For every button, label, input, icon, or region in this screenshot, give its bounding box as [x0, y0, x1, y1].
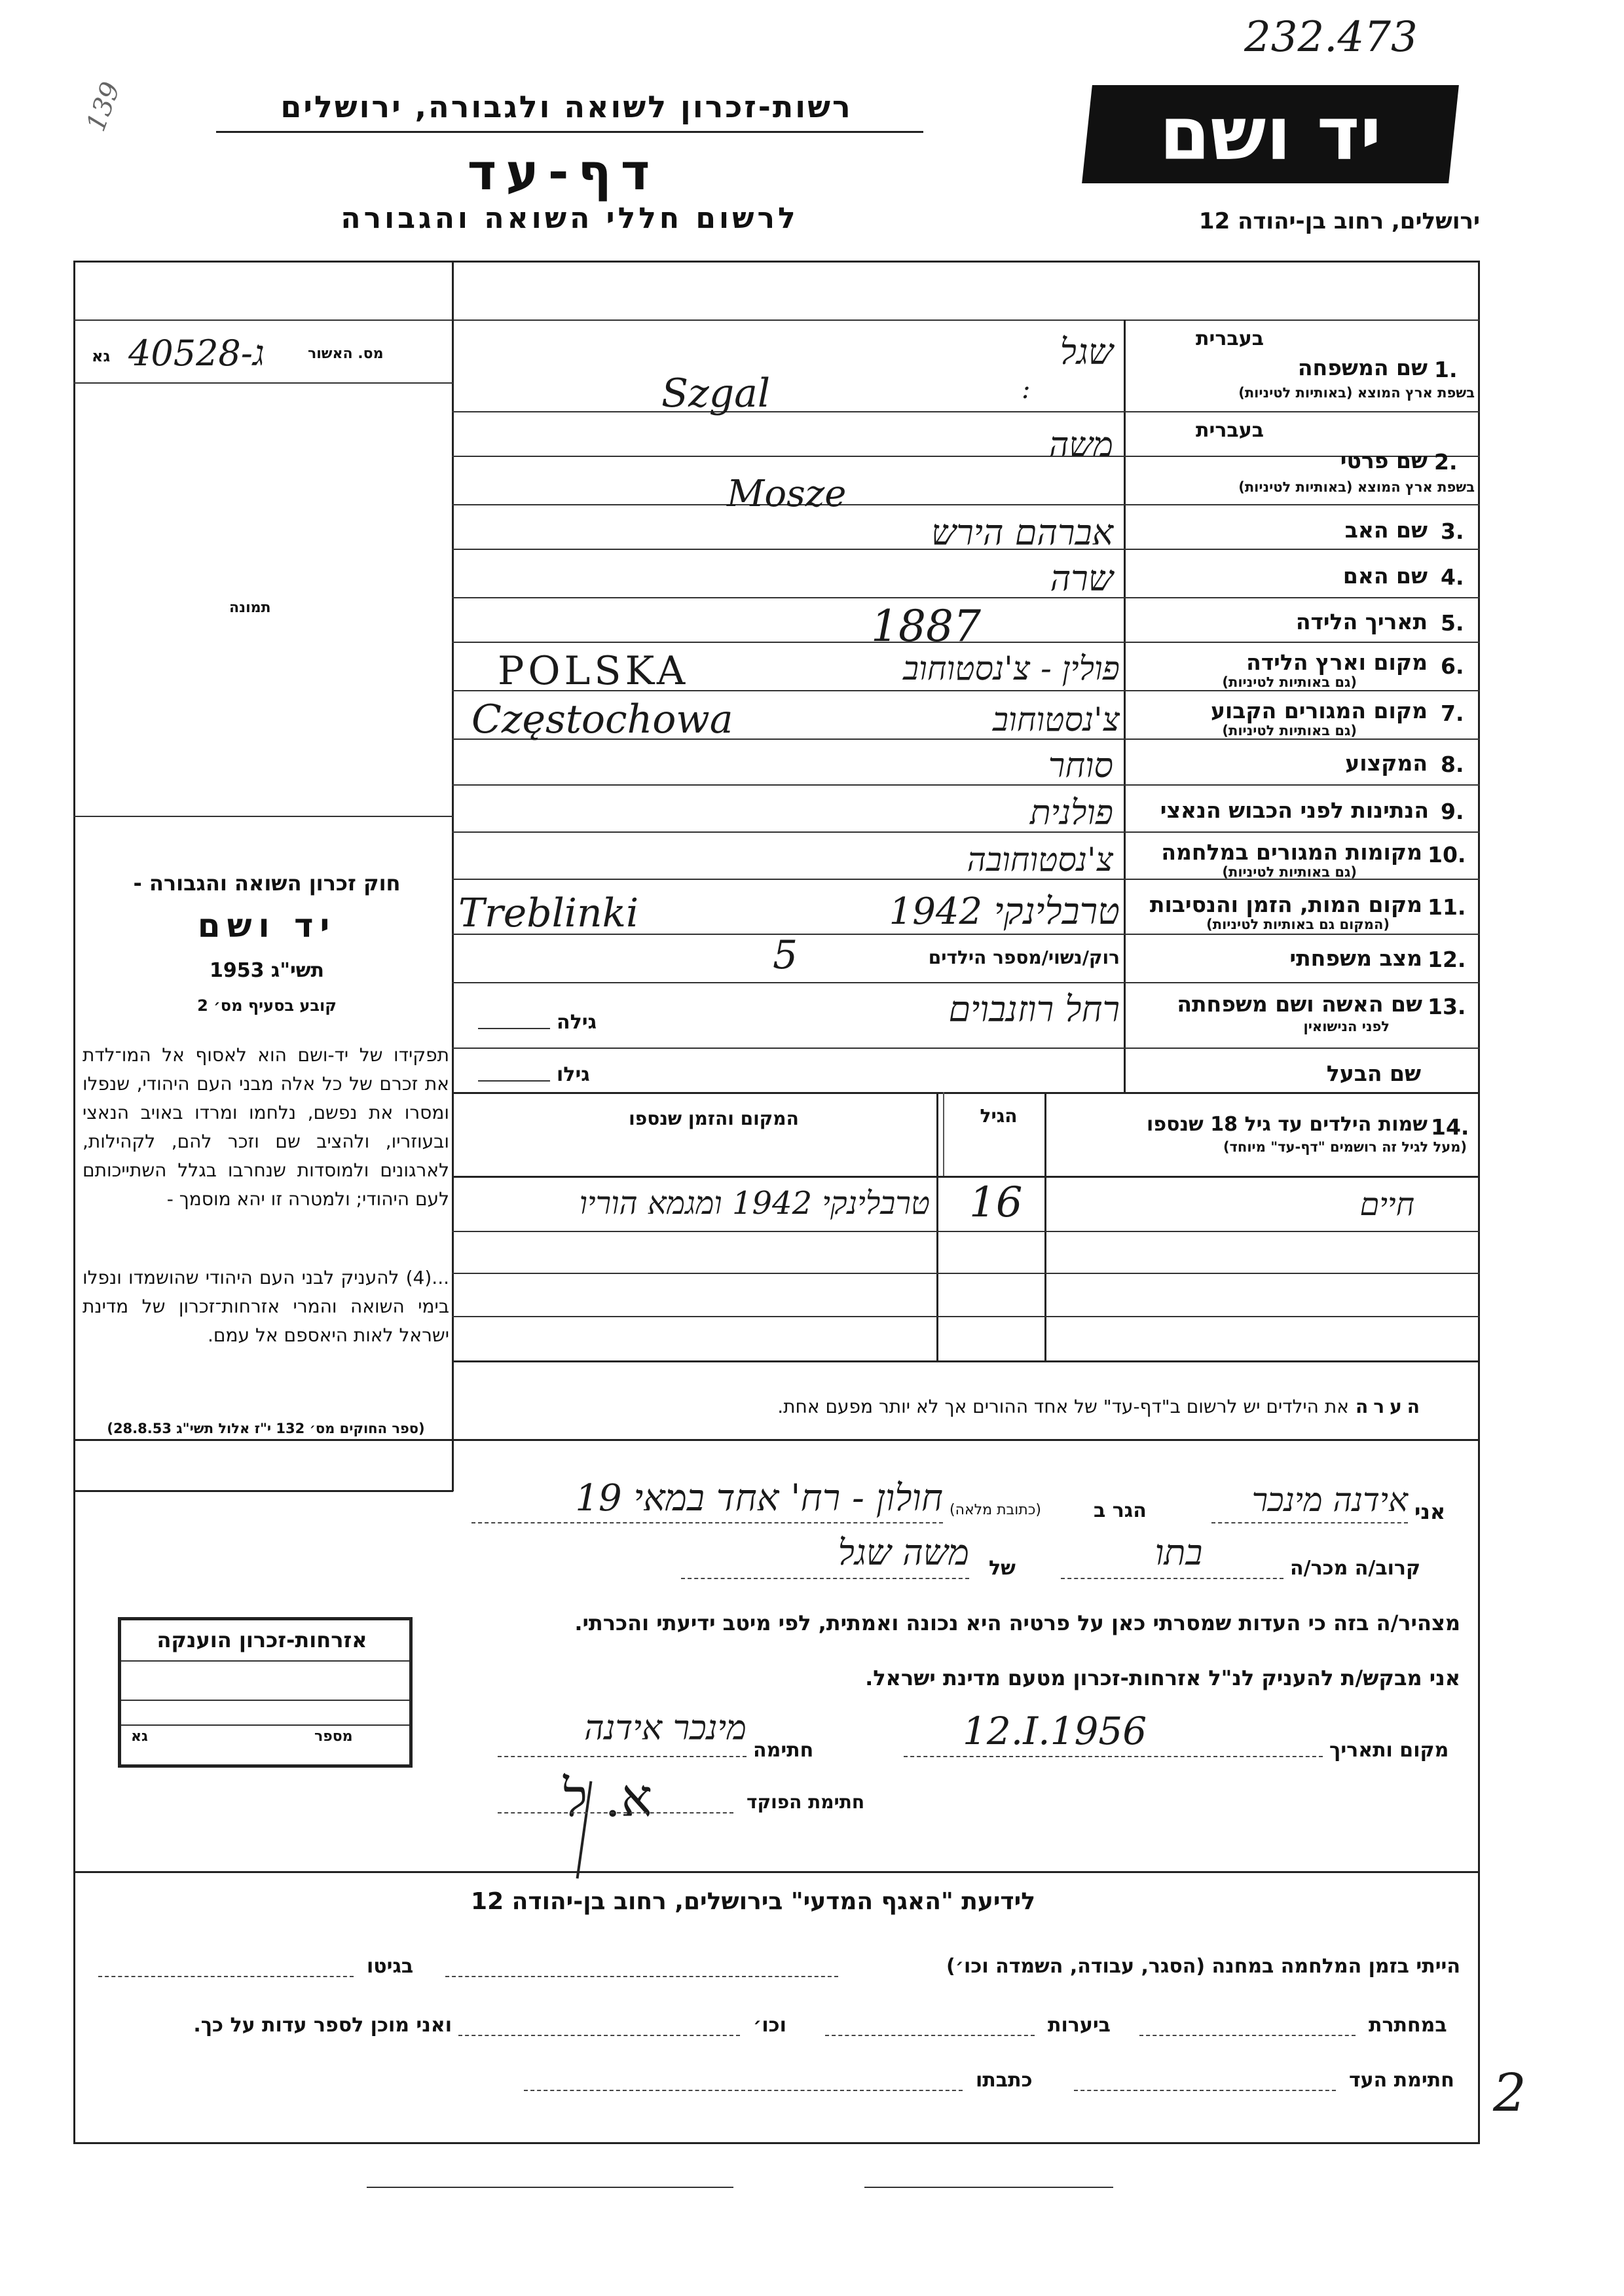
- field-7-number: 7.: [1441, 701, 1464, 726]
- field-13-value: רחל רוזנבוים: [948, 989, 1120, 1030]
- field-13-age-label: גילה: [557, 1011, 597, 1034]
- footer-line1: הייתי בזמן המלחמה במחנה (הסגר, עבודה, השמדה וכו׳): [946, 1955, 1460, 1978]
- field-3-label: שם האב: [1344, 517, 1428, 543]
- children-number: 14.: [1431, 1114, 1469, 1140]
- field-8-value: סוחר: [1048, 746, 1113, 786]
- citizenship-number-label: מספר: [314, 1728, 353, 1745]
- field-7-label: מקום המגורים הקבוע: [1210, 698, 1428, 723]
- field-2-value-hebrew: משה: [1048, 426, 1113, 465]
- corner-mark: 139: [81, 78, 126, 136]
- decl-resident-label: הגר ב: [1094, 1499, 1147, 1522]
- field-12-children-count: 5: [773, 932, 798, 978]
- children-col-age: הגיל: [980, 1105, 1018, 1127]
- field-4-number: 4.: [1441, 564, 1464, 590]
- form-title: דף-עד: [467, 143, 659, 201]
- footer-line1-end: בגיטו: [367, 1955, 414, 1978]
- field-2-sublabel: בשפת ארץ המוצא (באותיות לטיניות): [1238, 479, 1475, 495]
- law-clause: קובע בסעיף מס׳ 2: [197, 996, 337, 1015]
- field-1-label: שם המשפחה: [1297, 355, 1428, 380]
- form-subtitle: לרשום חללי השואה והגבורה: [341, 202, 799, 235]
- field-8-label: המקצוע: [1345, 750, 1428, 776]
- citizenship-title: אזרחות-זכרון הוענקה: [157, 1628, 367, 1652]
- field-1-sublabel: בשפת ארץ המוצא (באותיות לטיניות): [1238, 385, 1475, 401]
- field-6-label: מקום וארץ הלידה: [1246, 649, 1428, 675]
- field-13-label: שם האשה ושם משפחתה: [1177, 991, 1422, 1017]
- field-6-number: 6.: [1441, 653, 1464, 679]
- child-row-age: 16: [969, 1178, 1023, 1227]
- field-5-label: תאריך הלידה: [1295, 609, 1428, 634]
- photo-label: תמונה: [229, 600, 271, 616]
- field-2-value-latin: Mosze: [727, 473, 847, 515]
- children-label: שמות הילדים עד גיל 18 שנספו: [1147, 1113, 1428, 1136]
- field-12-printed: רוק/נשוי/מספר הילדים: [928, 947, 1120, 968]
- approval-suffix: גא: [92, 347, 111, 365]
- field-11-value-latin: Treblinki: [458, 890, 639, 936]
- field-1-lang-label: בעברית: [1196, 327, 1264, 350]
- field-9-number: 9.: [1441, 799, 1464, 824]
- page-mark: 2: [1493, 2062, 1526, 2123]
- field-11-label: מקום המות, הזמן והנסיבות: [1149, 892, 1422, 917]
- children-col-place: המקום והזמן שנספו: [629, 1108, 799, 1129]
- field-7-sublabel: (גם באותיות לטיניות): [1222, 723, 1357, 738]
- decl-statement: מצהיר/ה בזה כי העדות שמסרתי כאן על פרטיה היא נכונה ואמתית, לפי מיטב ידיעתי והכרתי.: [574, 1611, 1460, 1635]
- approval-label: מס. האשור: [308, 346, 384, 362]
- child-row-place: טרבלינקי 1942 ומגמא הוריו: [579, 1185, 930, 1222]
- field-4-value: שרה: [1050, 558, 1113, 599]
- field-10-number: 10.: [1428, 842, 1466, 867]
- archive-number: 232.473: [1244, 13, 1418, 62]
- field-10-value: צ'נסטוחובה: [967, 841, 1113, 879]
- footer-line2-end: ואני מוכן לספר עדות על כך.: [193, 2014, 452, 2037]
- footer-heading: לידיעת "האגף המדעי" בירושלים, רחוב בן-יהודה 12: [471, 1888, 1035, 1915]
- child-row-name: חיים: [1359, 1186, 1414, 1223]
- field-1-value-latin: Szgal: [661, 371, 771, 416]
- field-7-value-latin: Częstochowa: [471, 697, 733, 742]
- footer-line2-mid: ביערות: [1048, 2014, 1111, 2037]
- approval-number: 40528-ג: [128, 333, 265, 374]
- decl-of-label: של: [989, 1557, 1016, 1580]
- footer-line2-mid2: וכו׳: [753, 2014, 786, 2037]
- field-10-sublabel: (גם באותיות לטיניות): [1222, 864, 1357, 880]
- decl-address: חולון - רח' אחד במאי 19: [575, 1477, 943, 1520]
- field-6-value-latin: POLSKA: [498, 648, 690, 694]
- field-1-colon: :: [1022, 374, 1031, 405]
- yad-vashem-logo: יד ושם: [1159, 92, 1382, 177]
- inspector-signature: א. ל: [563, 1768, 653, 1829]
- field-13-number: 13.: [1428, 994, 1466, 1019]
- decl-request: אני מבקש/ת להעניק לנ"ל אזרחות-זכרון מטעם מדינת ישראל.: [865, 1666, 1460, 1690]
- law-year: תשי"ג 1953: [209, 959, 325, 982]
- field-11-number: 11.: [1428, 894, 1466, 920]
- field-12-number: 12.: [1428, 947, 1466, 972]
- footer-line3-start: חתימת העד: [1349, 2069, 1454, 2092]
- children-sublabel: (מעל לגיל זה רושמים "דף-עד" מיוחד): [1223, 1139, 1467, 1155]
- note-label: הערה: [1356, 1396, 1425, 1417]
- field-11-sublabel: (המקום גם באותיות לטיניות): [1206, 917, 1390, 932]
- field-1-number: 1.: [1434, 357, 1458, 382]
- footer-line2-start: במחתרת: [1369, 2014, 1447, 2037]
- decl-of-name: משה שגל: [838, 1532, 969, 1573]
- field-2-label: שם פרטי: [1340, 448, 1428, 473]
- field-7-value-hebrew: צ'נסטוחוב: [992, 701, 1120, 738]
- law-name: יד ושם: [197, 907, 337, 945]
- field-1-value-hebrew: שגל: [1060, 331, 1113, 373]
- field-2-lang-label: בעברית: [1196, 419, 1264, 442]
- header-address: ירושלים, רחוב בן-יהודה 12: [1198, 208, 1480, 234]
- decl-name: אידנה מינכר: [1251, 1481, 1408, 1519]
- field-3-value: אברהם הירש: [931, 512, 1113, 553]
- decl-signature: מינכר אידנה: [584, 1709, 747, 1748]
- husband-label: שם הבעל: [1326, 1061, 1421, 1086]
- citizenship-number-suffix: גא: [131, 1728, 148, 1745]
- decl-relative-label: קרוב/ה מכר/ה: [1290, 1557, 1421, 1580]
- law-body-2: ...(4) להעניק לבני העם היהודי שהושמדו ונפלו בימי השואה והמרי אזרחות־זכרון של מדינת ישראל לאות היאספם אל עמם.: [83, 1267, 449, 1346]
- law-title: חוק זכרון השואה והגבורה -: [133, 871, 401, 896]
- field-5-number: 5.: [1441, 610, 1464, 636]
- field-3-number: 3.: [1441, 519, 1464, 544]
- decl-place-date-label: מקום ותאריך: [1329, 1739, 1449, 1762]
- footer-line3-end: כתבתו: [976, 2069, 1033, 2092]
- field-6-sublabel: (גם באותיות לטיניות): [1222, 674, 1357, 690]
- law-body: תפקידו של יד-ושם הוא לאסוף אל המו־לדת את זכרם של כל אלה מבני העם היהודי, שנפלו ומסרו את נפשם, נלחמו ומרדו באויב הנאצי ובעוזריו, ולהציב שם וזכר להם, לקהילות, לארגונים ולמוסדות שנחרבו בגלל השתייכותם לעם היהודי; ולמטרה זו יהא מוסמך -: [83, 1044, 449, 1210]
- authority-title: רשות-זכרון לשואה ולגבורה, ירושלים: [280, 89, 853, 124]
- field-9-label: הנתינות לפני הכבוש הנאצי: [1160, 797, 1429, 823]
- field-9-value: פולנית: [1029, 793, 1113, 833]
- law-citation: (ספר החוקים מס׳ 132 י"ז אלול תשי"ג 28.8.53): [107, 1421, 425, 1436]
- field-10-label: מקומות המגורים במלחמה: [1161, 839, 1422, 865]
- inspector-label: חתימת הפוקד: [747, 1791, 865, 1813]
- field-4-label: שם האם: [1342, 563, 1428, 589]
- field-5-value: 1887: [871, 601, 981, 651]
- decl-date: 12.I.1956: [963, 1709, 1147, 1753]
- decl-signature-label: חתימה: [753, 1739, 814, 1762]
- decl-relation: בתו: [1154, 1532, 1203, 1573]
- field-2-number: 2.: [1434, 449, 1458, 475]
- field-6-value-hebrew: פולין - צ'נסטוחוב: [902, 649, 1120, 687]
- field-13-sublabel: לפני הנישואין: [1303, 1019, 1390, 1034]
- field-12-label: מצב משפחתי: [1289, 945, 1422, 971]
- note-text: את הילדים יש לרשום ב"דף-עד" של אחד ההורים אך לא יותר מפעם אחת.: [777, 1396, 1349, 1417]
- decl-i-label: אני: [1414, 1499, 1446, 1524]
- field-8-number: 8.: [1441, 752, 1464, 777]
- field-11-value: טרבלינקי 1942: [889, 890, 1120, 933]
- decl-resident-sub: (כתובת מלאה): [950, 1502, 1041, 1518]
- husband-age-label: גילו: [557, 1063, 590, 1086]
